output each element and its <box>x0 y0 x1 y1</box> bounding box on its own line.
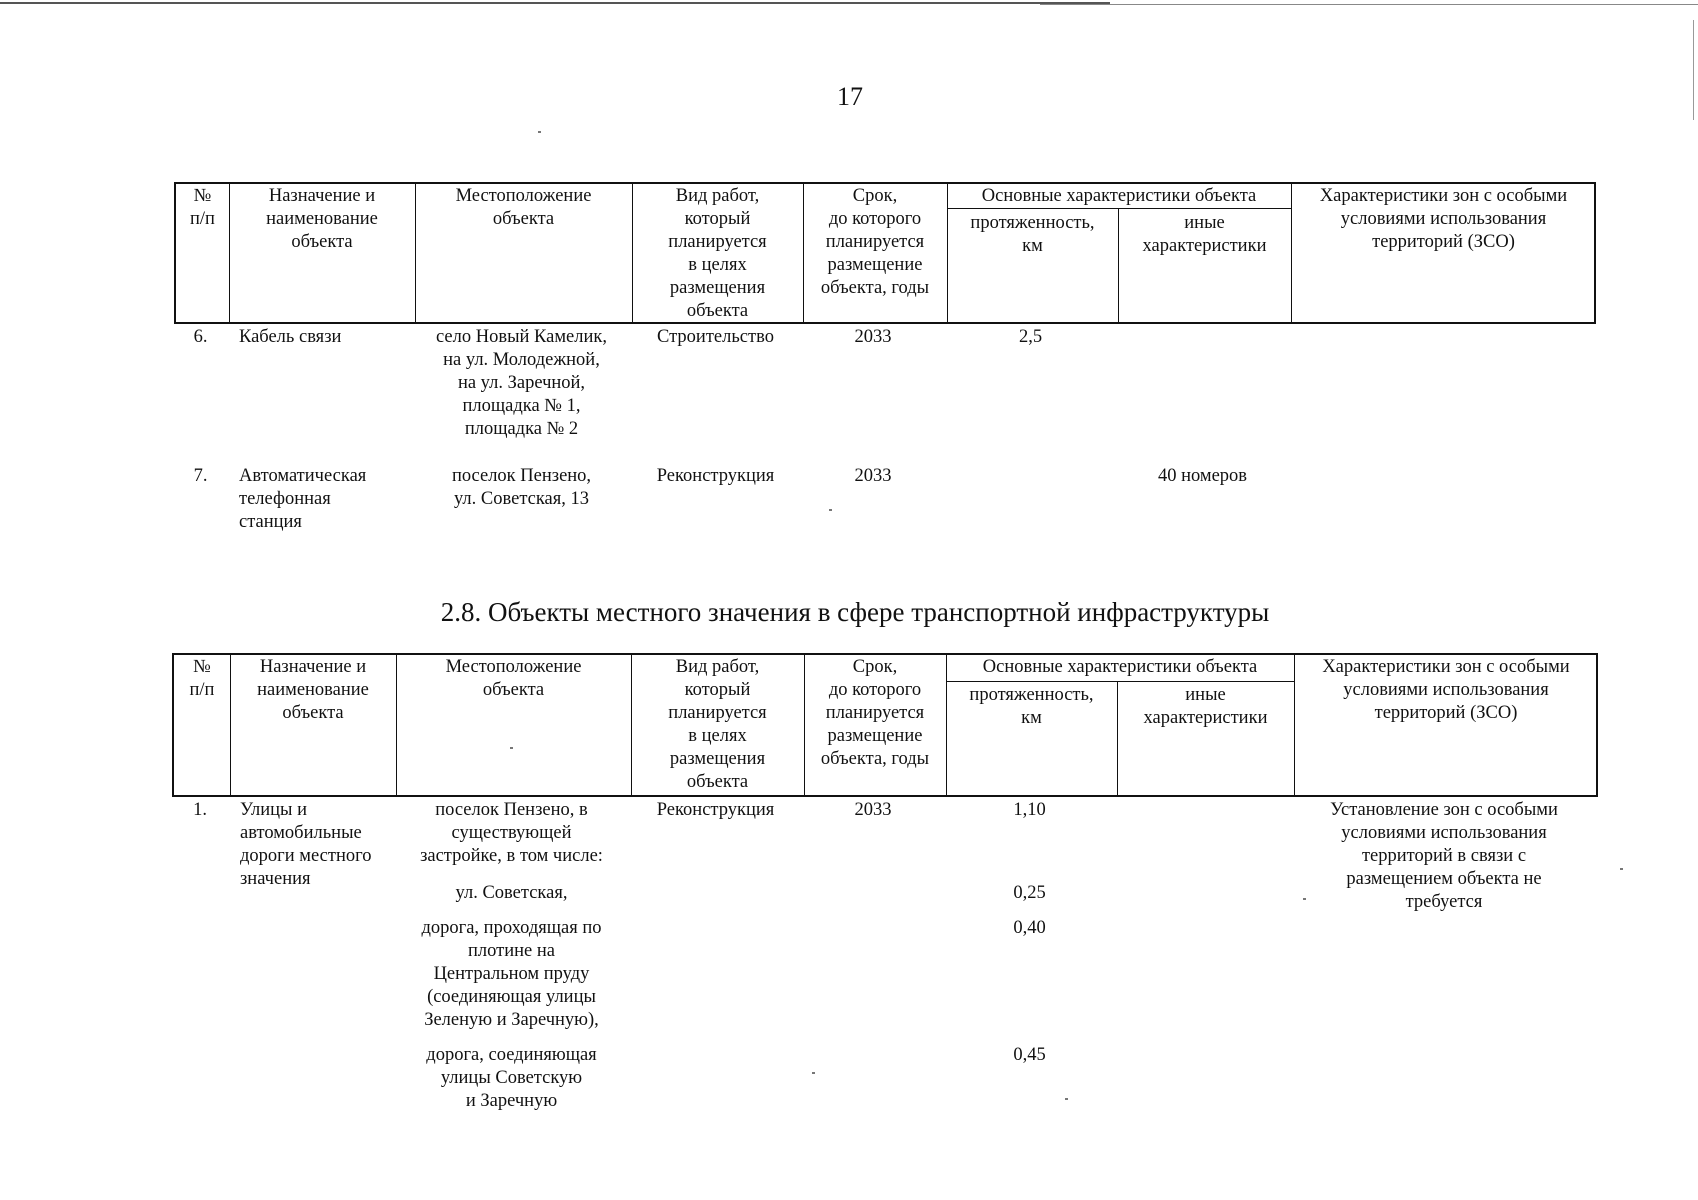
segment-location: дорога, соединяющая улицы Советскую и Заречную <box>426 1045 597 1111</box>
scan-speck <box>829 509 832 511</box>
header-name: Назначение и наименование объекта <box>266 186 378 252</box>
scan-speck <box>1065 1098 1068 1100</box>
row-1-work-type: Реконструкция <box>656 800 775 820</box>
header-work-type: Вид работ, который планируется в целях размещения объекта <box>668 186 767 321</box>
header-location: Местоположение объекта <box>455 186 592 229</box>
section-title: 2.8. Объекты местного значения в сфере транспортной инфраструктуры <box>440 597 1270 627</box>
header-length: протяженность, км <box>969 685 1094 728</box>
scan-edge-line <box>0 2 1110 4</box>
segment-length: 0,40 <box>1013 918 1046 938</box>
segment-location: поселок Пензено, в существующей застройке, в том числе: <box>420 800 603 866</box>
row-1-term: 2033 <box>854 800 892 820</box>
row-7-work-type: Реконструкция <box>656 466 775 486</box>
table-communications <box>174 182 1596 542</box>
row-7-location: поселок Пензено, ул. Советская, 13 <box>451 466 592 509</box>
page-number: 17 <box>837 82 863 111</box>
header-num: № п/п <box>190 186 215 229</box>
row-1-name: Улицы и автомобильные дороги местного значения <box>240 800 372 889</box>
scan-speck <box>510 747 513 749</box>
row-7-term: 2033 <box>854 466 892 486</box>
row-1-num: 1. <box>193 800 207 820</box>
row-7-other: 40 номеров <box>1157 466 1248 486</box>
row-6-length: 2,5 <box>1018 327 1043 347</box>
header-num: № п/п <box>189 657 215 700</box>
header-main-characteristics: Основные характеристики объекта <box>981 186 1257 206</box>
row-6-name: Кабель связи <box>239 327 342 347</box>
scan-speck <box>1620 868 1623 870</box>
segment-location: дорога, проходящая по плотине на Центральном пруду (соединяющая улицы Зеленую и Заречную), <box>421 918 602 1030</box>
header-zso: Характеристики зон с особыми условиями использования территорий (ЗСО) <box>1319 186 1568 252</box>
segment-location: ул. Советская, <box>455 883 568 903</box>
scan-edge-line <box>1040 4 1698 5</box>
row-6-term: 2033 <box>854 327 892 347</box>
table-header <box>172 653 1598 797</box>
header-work-type: Вид работ, который планируется в целях размещения объекта <box>668 657 767 792</box>
header-term: Срок, до которого планируется размещение объекта, годы <box>820 186 930 298</box>
table-header <box>174 182 1596 324</box>
header-term: Срок, до которого планируется размещение объекта, годы <box>820 657 930 769</box>
segment-length: 0,25 <box>1013 883 1046 903</box>
scan-speck <box>538 131 541 133</box>
row-7-name: Автоматическая телефонная станция <box>239 466 367 532</box>
header-name: Назначение и наименование объекта <box>257 657 369 723</box>
scan-speck <box>1303 898 1306 900</box>
segment-length: 1,10 <box>1013 800 1046 820</box>
row-6-work-type: Строительство <box>657 327 774 347</box>
segment-length: 0,45 <box>1013 1045 1046 1065</box>
scan-speck <box>812 1072 815 1074</box>
row-7-num: 7. <box>193 466 208 486</box>
header-other-characteristics: иные характеристики <box>1143 685 1268 728</box>
table-transport <box>172 653 1598 1123</box>
scan-edge-line <box>1693 20 1694 120</box>
header-length: протяженность, км <box>970 213 1095 256</box>
header-main-characteristics: Основные характеристики объекта <box>982 657 1258 677</box>
row-6-location: село Новый Камелик, на ул. Молодежной, на ул. Заречной, площадка № 1, площадка № 2 <box>435 327 608 439</box>
row-6-num: 6. <box>193 327 208 347</box>
row-1-zso: Установление зон с особыми условиями использования территорий в связи с размещением объекта не требуется <box>1330 800 1558 912</box>
header-other-characteristics: иные характеристики <box>1142 213 1267 256</box>
header-location: Местоположение объекта <box>445 657 582 700</box>
header-zso: Характеристики зон с особыми условиями использования территорий (ЗСО) <box>1322 657 1570 723</box>
